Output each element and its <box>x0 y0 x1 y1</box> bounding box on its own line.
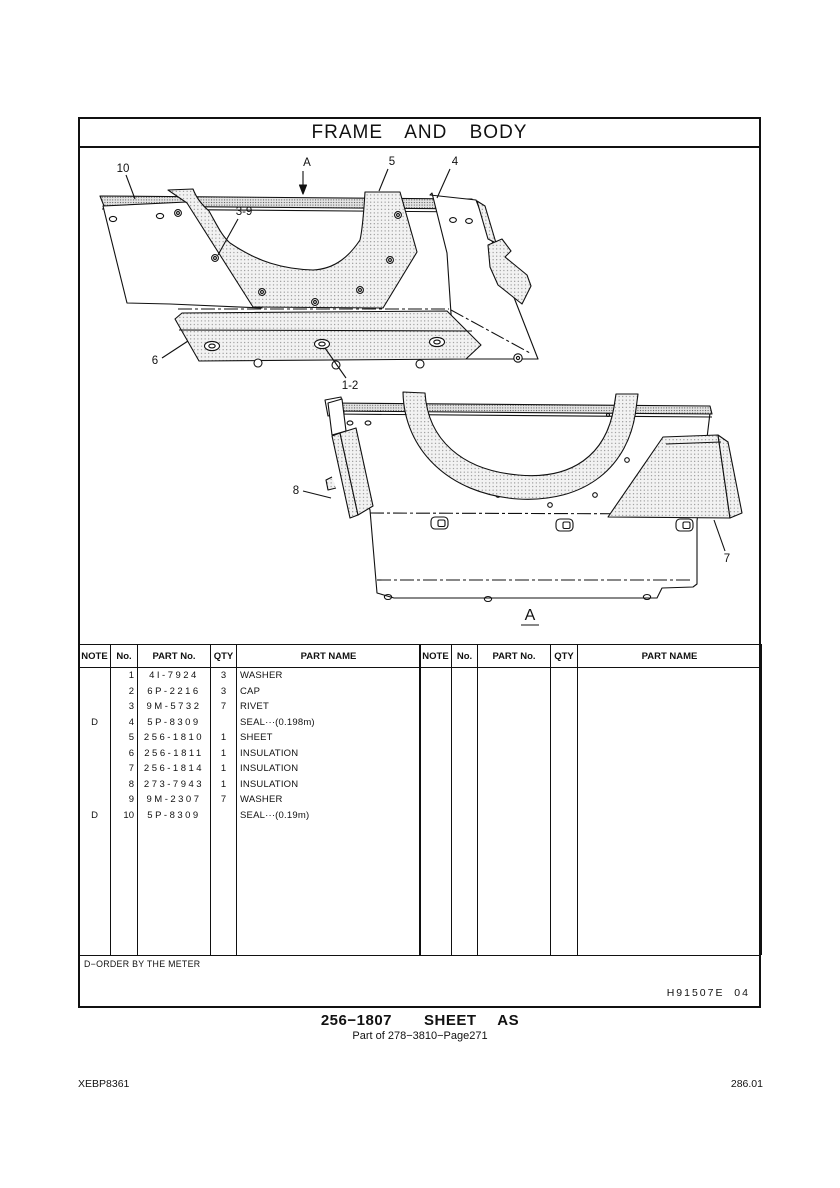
cell-no: 8 <box>111 777 138 793</box>
cell-part-no: 256-1814 <box>138 761 211 777</box>
cell-no: 6 <box>111 746 138 762</box>
exploded-view-drawing <box>78 147 761 644</box>
cell-part-name: SEAL···(0.198m) <box>237 715 421 731</box>
page-title: FRAME AND BODY <box>311 121 528 143</box>
view-arrow-label: A <box>303 157 311 169</box>
cell-no: 4 <box>111 715 138 731</box>
cell-note <box>79 668 111 684</box>
cell-note: D <box>79 808 111 824</box>
cell-part-no: 5P-8309 <box>138 808 211 824</box>
cell-qty: 7 <box>211 699 237 715</box>
cell-part-no: 9M-2307 <box>138 792 211 808</box>
cell-note <box>79 699 111 715</box>
cell-part-no: 273-7943 <box>138 777 211 793</box>
cell-no: 9 <box>111 792 138 808</box>
cell-note <box>79 761 111 777</box>
cell-part-name: WASHER <box>237 792 421 808</box>
table-row <box>79 746 421 762</box>
cell-no: 10 <box>111 808 138 824</box>
column-header-note: NOTE <box>420 645 452 668</box>
page-number: 286.01 <box>730 1078 763 1090</box>
column-header-no: No. <box>111 645 138 668</box>
table-row <box>79 668 421 684</box>
cell-note <box>79 746 111 762</box>
callout-5: 5 <box>388 156 396 168</box>
cell-no: 7 <box>111 761 138 777</box>
cell-note <box>79 730 111 746</box>
column-header-note: NOTE <box>79 645 111 668</box>
cell-part-no: 256-1810 <box>138 730 211 746</box>
footer-band <box>78 955 761 1008</box>
cell-note <box>79 792 111 808</box>
column-header-partno: PART No. <box>478 645 551 668</box>
cell-part-name: INSULATION <box>237 777 421 793</box>
column-header-partname: PART NAME <box>578 645 762 668</box>
cell-part-name: SHEET <box>237 730 421 746</box>
table-filler-row <box>420 668 762 956</box>
column-header-qty: QTY <box>211 645 237 668</box>
table-row <box>79 684 421 700</box>
cell-qty: 1 <box>211 730 237 746</box>
cell-part-no: 256-1811 <box>138 746 211 762</box>
cell-part-no: 9M-5732 <box>138 699 211 715</box>
table-row <box>79 761 421 777</box>
table-header-row <box>79 645 421 668</box>
column-header-qty: QTY <box>551 645 578 668</box>
table-row <box>79 792 421 808</box>
cell-qty <box>211 808 237 824</box>
callout-8: 8 <box>292 485 300 497</box>
cell-part-no: 5P-8309 <box>138 715 211 731</box>
table-filler-row <box>79 823 421 955</box>
cell-part-name: CAP <box>237 684 421 700</box>
cell-no: 1 <box>111 668 138 684</box>
cell-part-no: 6P-2216 <box>138 684 211 700</box>
cell-note <box>79 684 111 700</box>
cell-no: 3 <box>111 699 138 715</box>
caption-subtitle: Part of 278−3810−Page271 <box>352 1030 488 1042</box>
cell-part-name: WASHER <box>237 668 421 684</box>
cell-qty <box>211 715 237 731</box>
column-header-partname: PART NAME <box>237 645 421 668</box>
cell-qty: 7 <box>211 792 237 808</box>
cell-qty: 3 <box>211 684 237 700</box>
callout-3-9: 3-9 <box>235 206 253 218</box>
column-header-partno: PART No. <box>138 645 211 668</box>
document-code: XEBP8361 <box>78 1078 130 1090</box>
callout-10: 10 <box>116 163 130 175</box>
cell-part-name: INSULATION <box>237 761 421 777</box>
caption-block <box>0 1012 840 1042</box>
table-row <box>79 777 421 793</box>
cell-part-name: RIVET <box>237 699 421 715</box>
view-a-drawing <box>293 392 742 625</box>
table-row <box>79 730 421 746</box>
cell-part-name: INSULATION <box>237 746 421 762</box>
cell-qty: 3 <box>211 668 237 684</box>
column-header-no: No. <box>452 645 478 668</box>
order-note: D−ORDER BY THE METER <box>84 959 201 969</box>
callout-6: 6 <box>151 355 159 367</box>
table-row <box>79 808 421 824</box>
caption-title: 256−1807 SHEET AS <box>320 1012 520 1029</box>
parts-table-right <box>419 644 762 955</box>
cell-qty: 1 <box>211 777 237 793</box>
figure-code: H91507E 04 <box>666 987 750 999</box>
cell-part-name: SEAL···(0.19m) <box>237 808 421 824</box>
view-a-label: A <box>524 607 536 624</box>
cell-qty: 1 <box>211 761 237 777</box>
title-band <box>80 119 759 148</box>
table-header-row <box>420 645 762 668</box>
cell-part-no: 4I-7924 <box>138 668 211 684</box>
table-row <box>79 699 421 715</box>
cell-note: D <box>79 715 111 731</box>
parts-table-left <box>78 644 421 955</box>
callout-7: 7 <box>723 553 731 565</box>
callout-4: 4 <box>451 156 459 168</box>
callout-1-2: 1-2 <box>341 380 359 392</box>
top-assembly-drawing <box>100 156 538 392</box>
cell-qty: 1 <box>211 746 237 762</box>
table-row <box>79 715 421 731</box>
cell-no: 5 <box>111 730 138 746</box>
cell-note <box>79 777 111 793</box>
cell-no: 2 <box>111 684 138 700</box>
